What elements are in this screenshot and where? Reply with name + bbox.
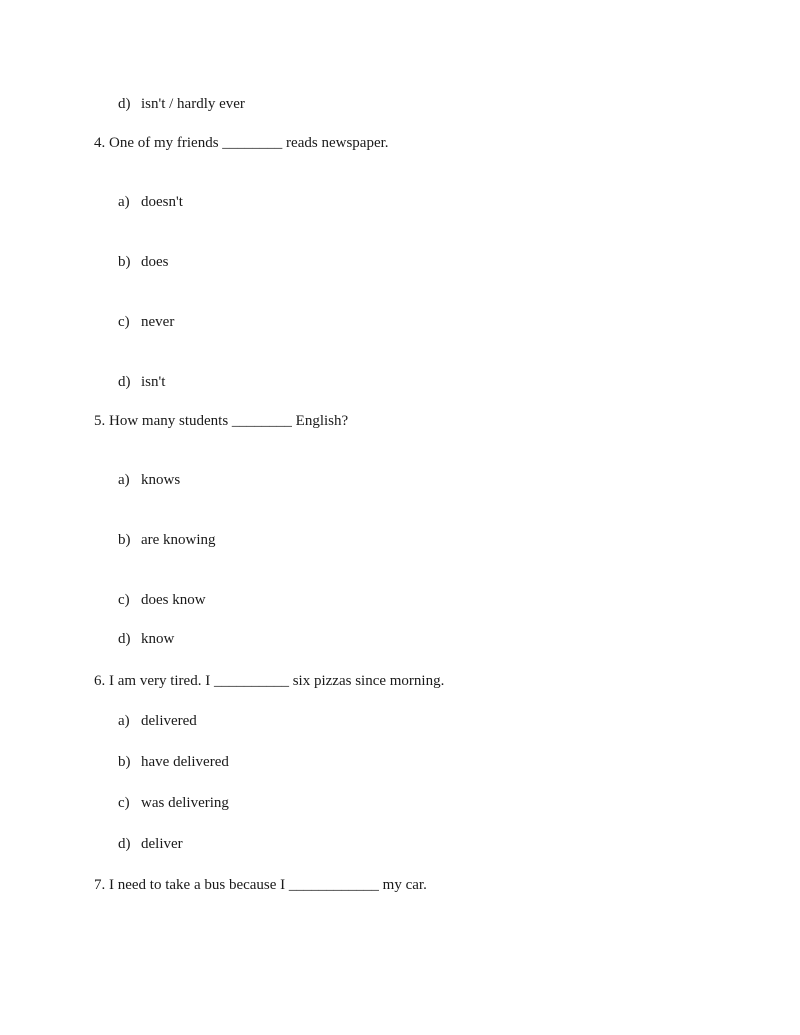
q6-option-a-text: delivered [141,713,197,729]
q5-option-a-letter: a) [118,472,130,488]
q4-option-a-letter: a) [118,194,130,210]
q5-option-c-text: does know [141,592,206,608]
q4-option-d-letter: d) [118,374,131,390]
q5-option-d-text: know [141,631,175,647]
q4-option-c-text: never [141,314,175,330]
question-5-text: 5. How many students ________ English? [94,413,349,429]
q4-option-d-text: isn't [141,374,166,390]
q5-option-c-letter: c) [118,592,130,608]
question-6-text: 6. I am very tired. I __________ six pizzas since morning. [94,673,445,689]
q6-option-d-letter: d) [118,836,131,852]
q3-option-d-letter: d) [118,96,131,112]
q4-option-c-letter: c) [118,314,130,330]
question-7-text: 7. I need to take a bus because I ____________ my car. [94,877,427,893]
question-4-text: 4. One of my friends ________ reads newspaper. [94,135,389,151]
q5-option-d-letter: d) [118,631,131,647]
q6-option-c-text: was delivering [141,795,229,811]
q4-option-b-text: does [141,254,169,270]
q5-option-a-text: knows [141,472,181,488]
q6-option-d-text: deliver [141,836,183,852]
q6-option-b-letter: b) [118,754,131,770]
q4-option-a-text: doesn't [141,194,183,210]
q3-option-d-text: isn't / hardly ever [141,96,245,112]
q5-option-b-text: are knowing [141,532,216,548]
q6-option-a-letter: a) [118,713,130,729]
q6-option-c-letter: c) [118,795,130,811]
q5-option-b-letter: b) [118,532,131,548]
q4-option-b-letter: b) [118,254,131,270]
q6-option-b-text: have delivered [141,754,229,770]
